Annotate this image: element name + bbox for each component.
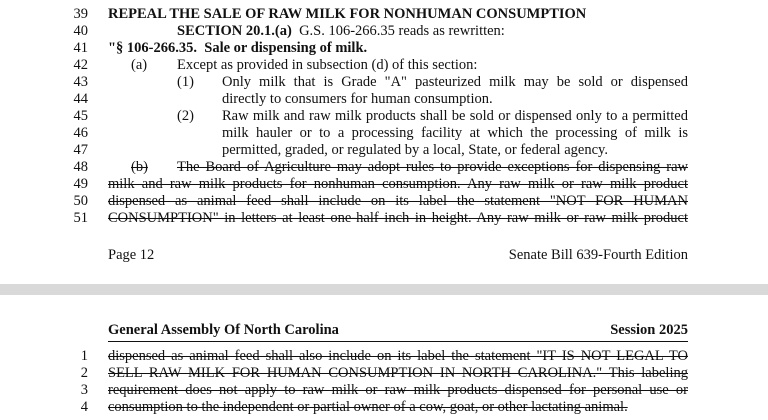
- statute-text: Only milk that is Grade "A" pasteurized milk may be sold or dispensed: [222, 74, 688, 90]
- line-number: 2: [80, 365, 88, 381]
- struck-text: milk and raw milk products for nonhuman consumption. Any raw milk or raw milk product: [108, 176, 688, 192]
- struck-text: SELL RAW MILK FOR HUMAN CONSUMPTION IN NORTH CAROLINA." This labeling: [108, 365, 688, 381]
- item-marker: (1): [177, 74, 194, 90]
- page-separator: [0, 284, 768, 295]
- statute-text: Except as provided in subsection (d) of this section:: [177, 57, 478, 73]
- struck-text: The Board of Agriculture may adopt rules to provide exceptions for dispensing raw: [177, 159, 688, 175]
- statute-text: permitted, graded, or regulated by a local, State, or federal agency.: [222, 142, 608, 158]
- statute-text: Raw milk and raw milk products shall be sold or dispensed only to a permitted: [222, 108, 688, 124]
- line-44: [0, 91, 768, 108]
- line-number: 51: [73, 210, 88, 226]
- bill-edition: Senate Bill 639-Fourth Edition: [508, 247, 688, 263]
- section-intro-text: G.S. 106-266.35 reads as rewritten:: [291, 23, 505, 39]
- line-51: [0, 210, 768, 227]
- struck-text: CONSUMPTION" in letters at least one-half inch in height. Any raw milk or raw milk product: [108, 210, 688, 226]
- line-number: 4: [80, 399, 88, 415]
- section-number: SECTION 20.1.(a): [177, 23, 292, 39]
- header-rule: [108, 341, 688, 342]
- struck-text: requirement does not apply to raw milk or raw milk products dispensed for personal use or: [108, 382, 688, 398]
- line-49: [0, 176, 768, 193]
- line-42: [0, 57, 768, 74]
- line-number: 40: [73, 23, 88, 39]
- item-marker: (2): [177, 108, 194, 124]
- page-number: Page 12: [108, 247, 155, 263]
- line-number: 39: [73, 6, 88, 22]
- line-number: 48: [73, 159, 88, 175]
- line-number: 3: [80, 382, 88, 398]
- line-39: [0, 6, 768, 23]
- line-3: [0, 382, 768, 399]
- line-number: 45: [73, 108, 88, 124]
- line-2: [0, 365, 768, 382]
- struck-subsection-marker: (b): [131, 159, 148, 175]
- line-4: [0, 399, 768, 416]
- line-number: 1: [80, 348, 88, 364]
- line-50: [0, 193, 768, 210]
- line-45: [0, 108, 768, 125]
- struck-text: dispensed as animal feed shall include on its label the statement "NOT FOR HUMAN: [108, 193, 688, 209]
- line-1: [0, 348, 768, 365]
- line-number: 43: [73, 74, 88, 90]
- running-header-session: Session 2025: [610, 322, 688, 338]
- line-number: 46: [73, 125, 88, 141]
- line-number: 47: [73, 142, 88, 158]
- running-header-title: General Assembly Of North Carolina: [108, 322, 339, 338]
- struck-text: consumption to the independent or partial owner of a cow, goat, or other lactating animal.: [108, 399, 628, 415]
- subsection-marker: (a): [131, 57, 148, 73]
- line-43: [0, 74, 768, 91]
- section-heading: REPEAL THE SALE OF RAW MILK FOR NONHUMAN CONSUMPTION: [108, 6, 587, 22]
- statute-title: "§ 106-266.35. Sale or dispensing of milk.: [108, 40, 368, 56]
- line-number: 42: [73, 57, 88, 73]
- statute-text: directly to consumers for human consumption.: [222, 91, 493, 107]
- line-40: [0, 23, 768, 40]
- line-number: 50: [73, 193, 88, 209]
- line-41: [0, 40, 768, 57]
- document-page-bottom: [0, 295, 768, 420]
- line-46: [0, 125, 768, 142]
- line-number: 49: [73, 176, 88, 192]
- statute-text: milk hauler or to a processing facility at which the processing of milk is: [222, 125, 688, 141]
- line-number: 44: [73, 91, 88, 107]
- line-47: [0, 142, 768, 159]
- line-48: [0, 159, 768, 176]
- struck-text: dispensed as animal feed shall also include on its label the statement "IT IS NOT LEGAL TO: [108, 348, 688, 364]
- line-number: 41: [73, 40, 88, 56]
